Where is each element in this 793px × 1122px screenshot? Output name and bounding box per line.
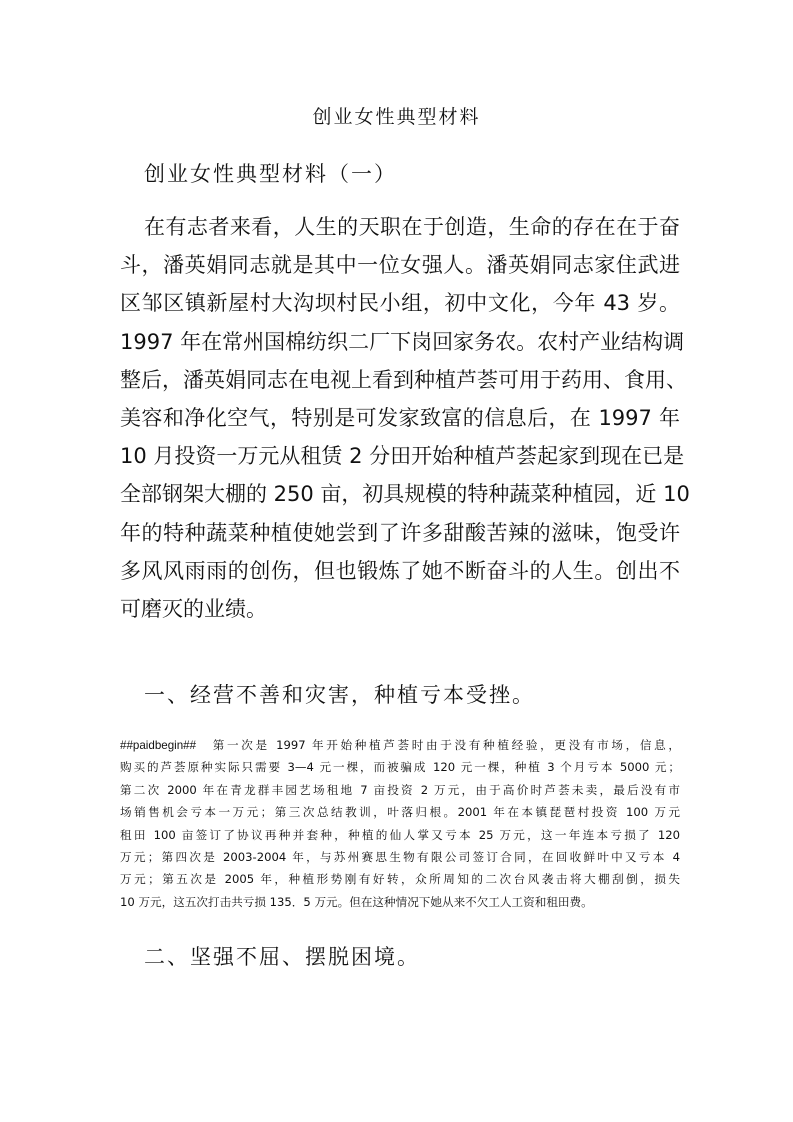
intro-line: 多风风雨雨的创伤，但也锻炼了她不断奋斗的人生。创出不 xyxy=(120,558,680,583)
intro-line: 斗，潘英娟同志就是其中一位女强人。潘英娟同志家住武进 xyxy=(120,253,680,278)
section1-paragraph xyxy=(120,734,680,913)
section2-heading: 二、坚强不屈、摆脱困境。 xyxy=(144,945,420,969)
section1-first-line xyxy=(120,734,680,756)
intro-line: 可磨灭的业绩。 xyxy=(120,596,267,621)
intro-line: 全部钢架大棚的 250 亩，初具规模的特种蔬菜种植园，近 10 xyxy=(120,482,690,507)
intro-line: 年的特种蔬菜种植使她尝到了许多甜酸苦辣的滋味，饱受许 xyxy=(120,520,680,545)
intro-paragraph xyxy=(120,208,690,628)
section1-line: 万元；第四次是 2003-2004 年，与苏州赛思生物有限公司签订合同，在回收鲜叶中又亏本 4 xyxy=(120,849,680,864)
document-subtitle: 创业女性典型材料（一） xyxy=(144,162,397,186)
section1-line: 租田 100 亩签订了协议再种并套种，种植的仙人掌又亏本 25 万元，这一年连本亏损了 120 xyxy=(120,827,680,842)
intro-line: 整后，潘英娟同志在电视上看到种植芦荟可用于药用、食用、 xyxy=(120,367,687,392)
section1-line: 万元；第五次是 2005 年，种植形势刚有好转，众所周知的二次台风袭击将大棚刮倒，损失 xyxy=(120,872,680,887)
section1-heading: 一、经营不善和灾害，种植亏本受挫。 xyxy=(144,683,535,707)
section1-line: 10 万元，这五次打击共亏损 135．5 万元。但在这种情况下她从来不欠工人工资和租田费。 xyxy=(120,894,593,909)
section1-line: 第二次 2000 年在青龙群丰园艺场租地 7 亩投资 2 万元，由于高价时芦荟未卖，最后没有市 xyxy=(120,782,680,797)
intro-line: 美容和净化空气，特别是可发家致富的信息后，在 1997 年 xyxy=(120,405,680,430)
section1-line: 第一次是 1997 年开始种植芦荟时由于没有种植经验，更没有市场，信息， xyxy=(210,738,680,752)
paid-marker: ##paidbegin## xyxy=(120,739,197,752)
intro-line: 在有志者来看，人生的天职在于创造，生命的存在在于奋 xyxy=(144,215,680,239)
section1-line: 场销售机会亏本一万元；第三次总结教训，叶落归根。2001 年在本镇琵琶村投资 100 万元 xyxy=(120,805,680,820)
intro-line: 区邹区镇新屋村大沟坝村民小组，初中文化，今年 43 岁。 xyxy=(120,291,680,316)
section1-line: 购买的芦荟原种实际只需要 3—4 元一棵，而被骗成 120 元一棵，种植 3 个月亏本 5000 元； xyxy=(120,760,680,775)
document-title: 创业女性典型材料 xyxy=(312,106,481,128)
intro-line: 10 月投资一万元从租赁 2 分田开始种植芦荟起家到现在已是 xyxy=(120,444,685,469)
intro-line: 1997 年在常州国棉纺织二厂下岗回家务农。农村产业结构调 xyxy=(120,329,685,354)
